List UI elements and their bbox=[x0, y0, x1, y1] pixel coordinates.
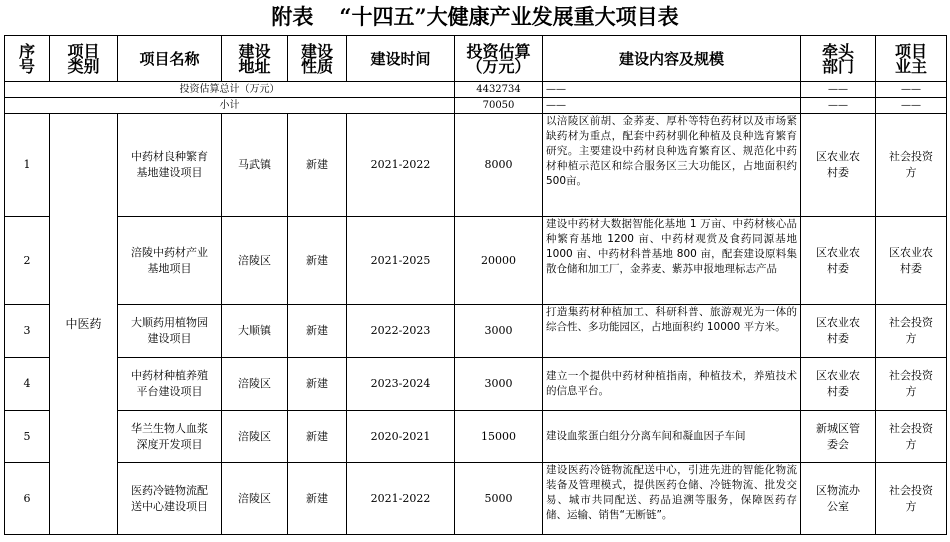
row-dept: 区农业农村委 bbox=[801, 114, 876, 217]
subtotal-value: 70050 bbox=[455, 98, 543, 114]
row-content: 建设中药材大数据智能化基地 1 万亩、中药材核心品种繁育基地 1200 亩、中药材观赏及食药同源基地 1000 亩、中药材科普基地 800 亩，配套建设原料集散仓储和加工厂，金荞麦、紫苏申报地理标志产品 bbox=[543, 217, 801, 305]
row-location: 涪陵区 bbox=[222, 411, 288, 463]
header-name: 项目名称 bbox=[118, 36, 222, 82]
row-seq: 4 bbox=[5, 358, 50, 411]
header-invest: 投资估算 （万元） bbox=[455, 36, 543, 82]
header-owner: 项目 业主 bbox=[876, 36, 947, 82]
row-seq: 6 bbox=[5, 463, 50, 535]
row-location: 涪陵区 bbox=[222, 217, 288, 305]
row-period: 2021-2022 bbox=[347, 114, 455, 217]
row-location: 大顺镇 bbox=[222, 305, 288, 358]
row-period: 2023-2024 bbox=[347, 358, 455, 411]
header-period: 建设时间 bbox=[347, 36, 455, 82]
row-content: 打造集药材种植加工、科研科普、旅游观光为一体的综合性、多功能园区，占地面积约 10000 平方米。 bbox=[543, 305, 801, 358]
category-cell: 中医药 bbox=[50, 114, 118, 535]
row-dept: 区农业农村委 bbox=[801, 358, 876, 411]
header-nature: 建设 性质 bbox=[288, 36, 347, 82]
title-prefix: 附表 bbox=[271, 4, 314, 29]
title-main: “十四五”大健康产业发展重大项目表 bbox=[339, 4, 679, 29]
table-row bbox=[5, 411, 947, 463]
row-period: 2021-2025 bbox=[347, 217, 455, 305]
row-owner: 社会投资方 bbox=[876, 114, 947, 217]
row-seq: 3 bbox=[5, 305, 50, 358]
project-table bbox=[4, 35, 947, 535]
header-location: 建设 地址 bbox=[222, 36, 288, 82]
row-owner: 区农业农村委 bbox=[876, 217, 947, 305]
row-name: 中药材种植养殖平台建设项目 bbox=[118, 358, 222, 411]
header-category: 项目 类别 bbox=[50, 36, 118, 82]
row-content: 建立一个提供中药材种植指南，种植技术，养殖技术的信息平台。 bbox=[543, 358, 801, 411]
row-name: 涪陵中药材产业基地项目 bbox=[118, 217, 222, 305]
row-name: 医药冷链物流配送中心建设项目 bbox=[118, 463, 222, 535]
row-name: 华兰生物人血浆深度开发项目 bbox=[118, 411, 222, 463]
table-row bbox=[5, 358, 947, 411]
row-owner: 社会投资方 bbox=[876, 463, 947, 535]
row-content: 建设医药冷链物流配送中心，引进先进的智能化物流装备及管理模式，提供医药仓储、冷链物流、批发交易、城市共同配送、药品追溯等服务，保障医药存储、运输、销售“无断链”。 bbox=[543, 463, 801, 535]
row-name: 大顺药用植物园建设项目 bbox=[118, 305, 222, 358]
row-nature: 新建 bbox=[288, 358, 347, 411]
subtotal-dept-dash: —— bbox=[801, 98, 876, 114]
row-invest: 3000 bbox=[455, 358, 543, 411]
row-location: 马武镇 bbox=[222, 114, 288, 217]
row-invest: 3000 bbox=[455, 305, 543, 358]
row-invest: 5000 bbox=[455, 463, 543, 535]
row-dept: 区农业农村委 bbox=[801, 217, 876, 305]
total-value: 4432734 bbox=[455, 82, 543, 98]
subtotal-row bbox=[5, 98, 947, 114]
row-period: 2021-2022 bbox=[347, 463, 455, 535]
page-title bbox=[0, 2, 950, 32]
row-period: 2022-2023 bbox=[347, 305, 455, 358]
row-nature: 新建 bbox=[288, 217, 347, 305]
row-seq: 5 bbox=[5, 411, 50, 463]
row-invest: 20000 bbox=[455, 217, 543, 305]
header-content: 建设内容及规模 bbox=[543, 36, 801, 82]
row-invest: 8000 bbox=[455, 114, 543, 217]
subtotal-label: 小计 bbox=[5, 98, 455, 114]
row-nature: 新建 bbox=[288, 463, 347, 535]
row-seq: 2 bbox=[5, 217, 50, 305]
table-row bbox=[5, 114, 947, 217]
row-nature: 新建 bbox=[288, 114, 347, 217]
row-dept: 区农业农村委 bbox=[801, 305, 876, 358]
row-dept: 区物流办公室 bbox=[801, 463, 876, 535]
total-owner-dash: —— bbox=[876, 82, 947, 98]
subtotal-content-dash: —— bbox=[543, 98, 801, 114]
row-nature: 新建 bbox=[288, 411, 347, 463]
subtotal-owner-dash: —— bbox=[876, 98, 947, 114]
row-owner: 社会投资方 bbox=[876, 411, 947, 463]
row-period: 2020-2021 bbox=[347, 411, 455, 463]
table-row bbox=[5, 217, 947, 305]
header-row bbox=[5, 36, 947, 82]
row-invest: 15000 bbox=[455, 411, 543, 463]
row-location: 涪陵区 bbox=[222, 358, 288, 411]
header-dept: 牵头 部门 bbox=[801, 36, 876, 82]
total-label: 投资估算总计（万元） bbox=[5, 82, 455, 98]
row-owner: 社会投资方 bbox=[876, 358, 947, 411]
total-dept-dash: —— bbox=[801, 82, 876, 98]
row-nature: 新建 bbox=[288, 305, 347, 358]
total-content-dash: —— bbox=[543, 82, 801, 98]
row-seq: 1 bbox=[5, 114, 50, 217]
table-row bbox=[5, 463, 947, 535]
row-dept: 新城区管委会 bbox=[801, 411, 876, 463]
table-row bbox=[5, 305, 947, 358]
total-row bbox=[5, 82, 947, 98]
row-content: 以涪陵区前胡、金荞麦、厚朴等特色药材以及市场紧缺药材为重点，配套中药材驯化种植及良种选育繁育研究。主要建设中药材良种选育繁育区、规范化中药材种植示范区和综合服务区三大功能区，占地面积约 500亩。 bbox=[543, 114, 801, 217]
row-content: 建设血浆蛋白组分分离车间和凝血因子车间 bbox=[543, 411, 801, 463]
row-location: 涪陵区 bbox=[222, 463, 288, 535]
row-owner: 社会投资方 bbox=[876, 305, 947, 358]
header-seq: 序 号 bbox=[5, 36, 50, 82]
row-name: 中药材良种繁育基地建设项目 bbox=[118, 114, 222, 217]
